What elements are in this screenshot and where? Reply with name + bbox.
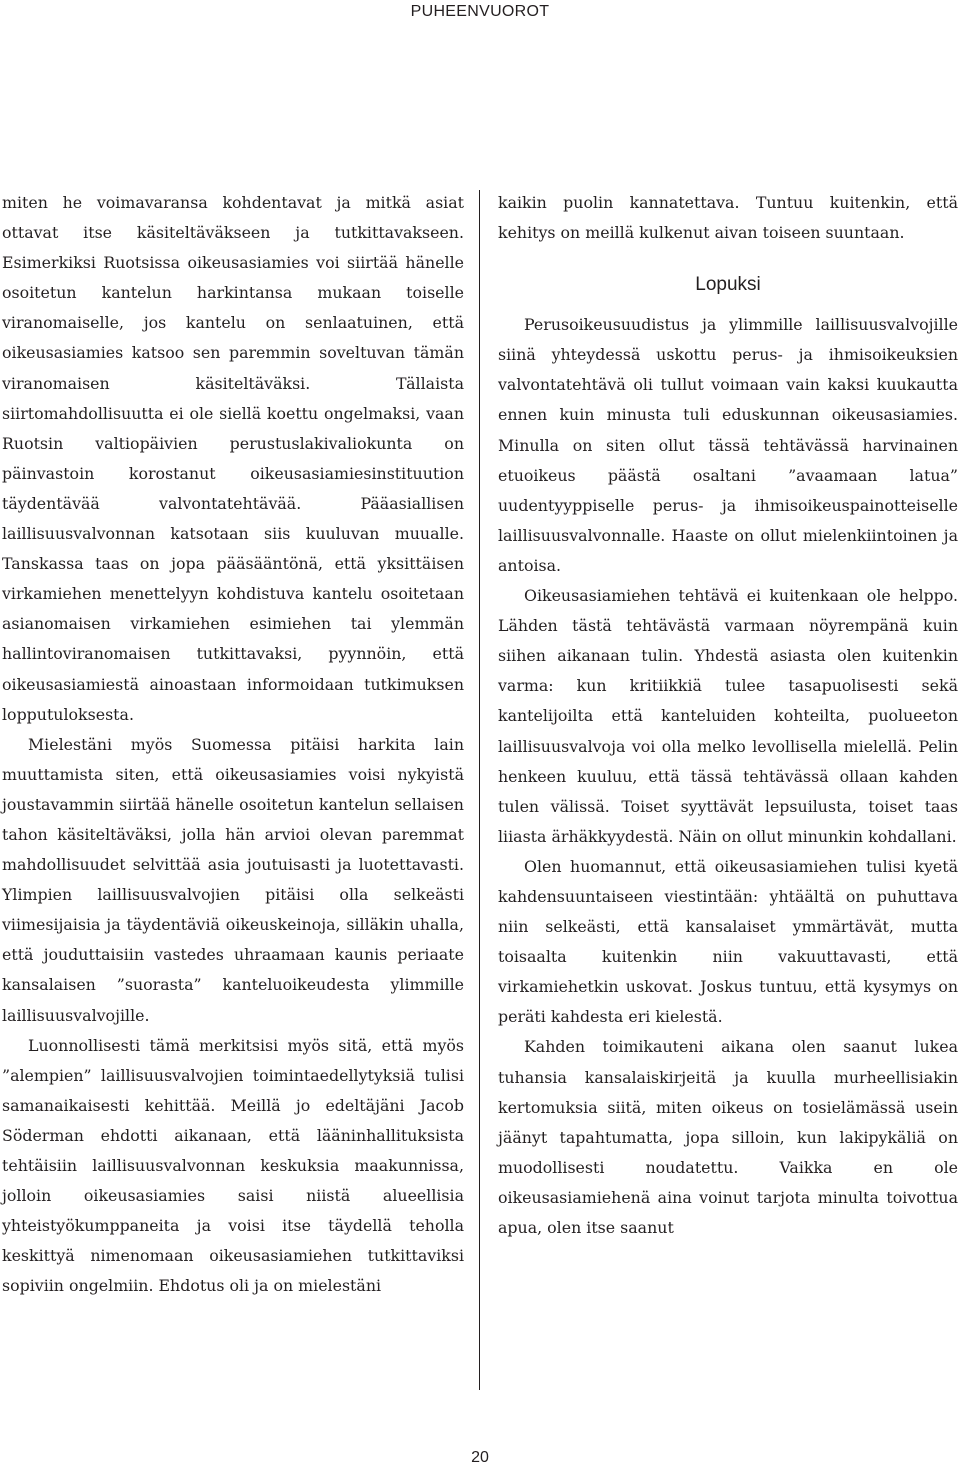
- right-paragraph-4: Kahden toimikauteni aikana olen saanut lukea tuhansia kansalaiskirjeitä ja kuulla murheellisiakin kertomuksia siitä, miten oikeus on tosielämässä usein jäänyt tapahtumatta, jopa silloin, kun lakipykäliä on muodollisesti noudatettu. Vaikka en ole oikeusasiamiehenä aina voinut tarjota minulta toivottua apua, olen itse saanut: [498, 1037, 958, 1237]
- right-column: [498, 188, 958, 1243]
- page-number: 20: [471, 1449, 489, 1466]
- left-column: [2, 188, 464, 1301]
- right-paragraph-1: Perusoikeusuudistus ja ylimmille laillisuusvalvojille siinä yhteydessä uskottu perus- ja ihmisoikeuksien valvontatehtävä oli tullut voimaan vain kaksi kuukautta ennen kuin minusta tuli eduskunnan oikeusasiamies. Minulla on siten ollut tässä tehtävässä harvinainen etuoikeus päästä osaltani ”avaamaan latua” uudentyyppiselle perus- ja ihmisoikeuspainotteiselle laillisuusvalvonnalle. Haaste on ollut mielenkiintoinen ja antoisa.: [498, 315, 958, 575]
- right-intro-paragraph: kaikin puolin kannatettava. Tuntuu kuitenkin, että kehitys on meillä kulkenut aivan toiseen suuntaan.: [498, 193, 958, 243]
- left-paragraph-1: miten he voimavaransa kohdentavat ja mitkä asiat ottavat itse käsiteltäväkseen ja tutkittavakseen. Esimerkiksi Ruotsissa oikeusasiamies voi siirtää hänelle osoitetun kantelun harkintansa mukaan toiselle viranomaiselle, jos kantelu on senlaatuinen, että oikeusasiamies katsoo sen paremmin soveltuvan tämän viranomaisen käsiteltäväksi. Tällaista siirtomahdollisuutta ei ole siellä koettu ongelmaksi, vaan Ruotsin valtiopäivien perustuslakivaliokunta on päinvastoin korostanut oikeusasiamiesinstituution täydentävää valvontatehtävää. Pääasiallisen laillisuusvalvonnan katsotaan siis kuuluvan muualle. Tanskassa taas on jopa pääsääntönä, että yksittäisen virkamiehen menettelyyn kohdistuva kantelu osoitetaan asianomaisen virkamiehen esimiehen tai ylemmän hallintoviranomaisen tutkittavaksi, pyynnöin, että oikeusasiamiestä ainoastaan informoidaan tutkimuksen lopputuloksesta.: [2, 193, 464, 724]
- right-paragraph-2: Oikeusasiamiehen tehtävä ei kuitenkaan ole helppo. Lähden tästä tehtävästä varmaan nöyrempänä kuin siihen aikanaan tulin. Yhdestä asiasta olen kuitenkin varma: kun kritiikkiä tulee tasapuolisesti sekä kantelijoilta että kanteluiden kohteilta, puolueeton laillisuusvalvoja voi olla melko levollisella mielellä. Pelin henkeen kuuluu, että tässä tehtävässä ollaan kahden tulen välissä. Toiset syyttävät lepsuilusta, toiset taas liiasta ärhäkkyydestä. Näin on ollut minunkin kohdallani.: [498, 586, 958, 846]
- running-header: PUHEENVUOROT: [410, 3, 550, 20]
- left-paragraph-2: Mielestäni myös Suomessa pitäisi harkita lain muuttamista siten, että oikeusasiamies voisi nykyistä joustavammin siirtää hänelle osoitetun kantelun sellaisen tahon käsiteltäväksi, jolla hän arvioi olevan paremmat mahdollisuudet selvittää asia joutuisasti ja luotettavasti. Ylimpien laillisuusvalvojien pitäisi olla selkeästi viimesijaisia ja täydentäviä oikeuskeinoja, silläkin uhalla, että jouduttaisiin vastedes uhraamaan kaunis periaate kansalaisen ”suorasta” kanteluoikeudesta ylimmille laillisuusvalvojille.: [2, 734, 464, 1025]
- left-paragraph-3: Luonnollisesti tämä merkitsisi myös sitä, että myös ”alempien” laillisuusvalvojien toimintaedellytyksiä tulisi samanaikaisesti kehittää. Meillä jo edeltäjäni Jacob Söderman ehdotti aikanaan, että lääninhallituksista tehtäisiin laillisuusvalvonnan keskuksia maakunnissa, jolloin oikeusasiamies saisi niistä alueellisia yhteistyökumppaneita ja voisi itse täydellä teholla keskittyä nimenomaan oikeusasiamiehen tutkittaviksi sopiviin ongelmiin. Ehdotus oli ja on mielestäni: [2, 1035, 464, 1296]
- right-paragraph-3: Olen huomannut, että oikeusasiamiehen tulisi kyetä kahdensuuntaiseen viestintään: yhtäältä on puhuttava niin selkeästi, että kansalaiset ymmärtävät, mutta toisaalta kuitenkin niin vakuuttavasti, että virkamiehetkin uskovat. Joskus tuntuu, että kysymys on peräti kahdesta eri kielestä.: [498, 856, 958, 1027]
- section-heading-lopuksi: Lopuksi: [695, 274, 761, 296]
- column-divider: [479, 190, 480, 1390]
